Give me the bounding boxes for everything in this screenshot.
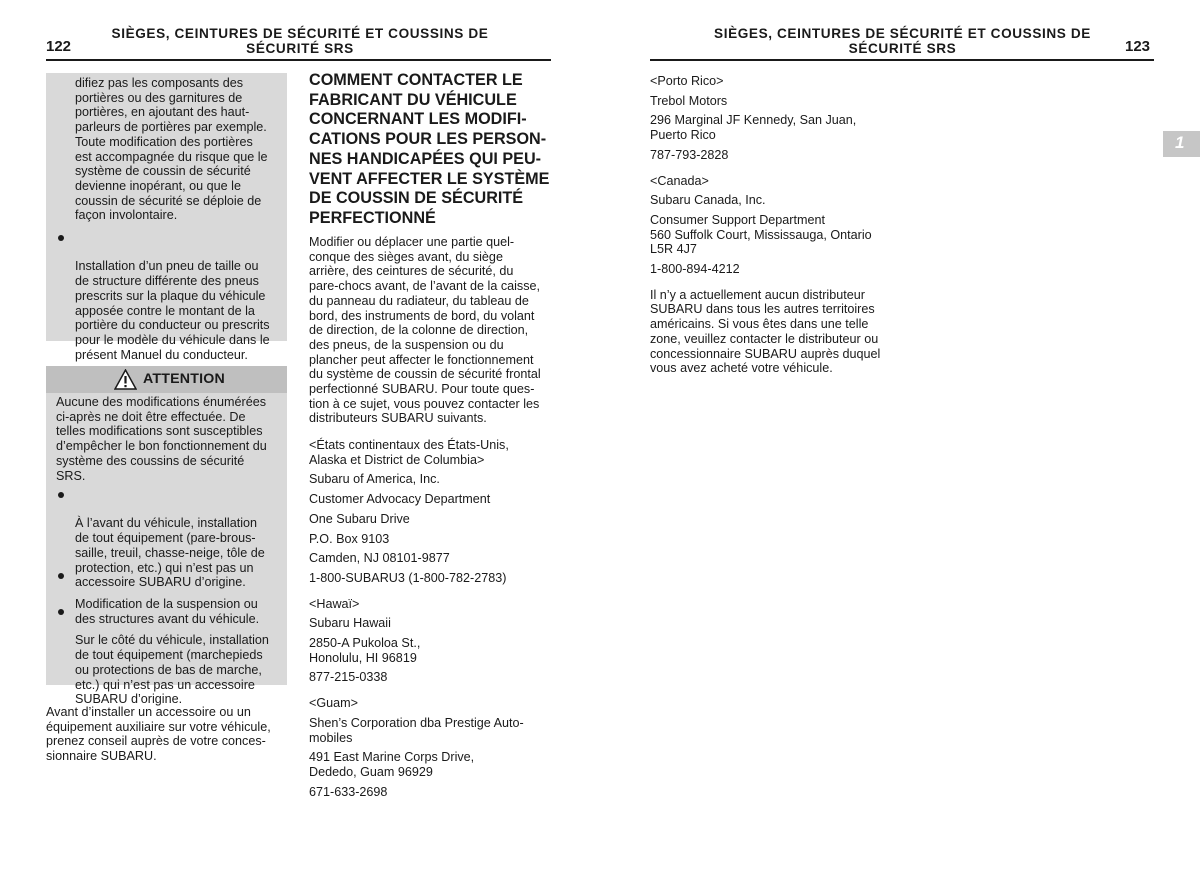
bullet-dot bbox=[58, 235, 64, 241]
contact-region-canada: <Canada> bbox=[650, 173, 709, 188]
bullet-dot bbox=[58, 609, 64, 615]
bullet-text: Modification de la suspension ou des structures avant du véhicule. bbox=[75, 597, 260, 627]
contact-region-puerto-rico: <Porto Rico> bbox=[650, 74, 724, 88]
contact-name: Shen’s Corporation dba Prestige Auto- mobiles bbox=[309, 715, 524, 745]
bullet-text: À l’avant du véhicule, installation de tout équipement (pare-brous- saille, treuil, chasse-neige, tôle de protection, etc.) qui n’est pas un accessoire SUBARU d’origine. bbox=[75, 516, 265, 590]
contact-pobox: P.O. Box 9103 bbox=[309, 531, 390, 546]
attention-label: ATTENTION bbox=[143, 371, 225, 387]
contact-address: 296 Marginal JF Kennedy, San Juan, Puerto Rico bbox=[650, 113, 857, 143]
contact-region-hawaii: <Hawaï> bbox=[309, 596, 360, 611]
attention-box bbox=[46, 366, 287, 707]
bullet-text: Installation d’un pneu de taille ou de structure différente des pneus prescrits sur la plaque du véhicule apposée contre le montant de la portière du conducteur ou prescrits pour le modèle du véhicule dans le présent Manuel du conducteur. bbox=[75, 259, 270, 362]
chapter-number: 1 bbox=[1175, 133, 1185, 152]
contact-region-us: <États continentaux des États-Unis, Alaska et District de Columbia> bbox=[309, 438, 509, 467]
section-heading: COMMENT CONTACTER LE FABRICANT DU VÉHICULE CONCERNANT LES MODIFI- CATIONS POUR LES PERSON- NES HANDICAPÉES QUI PEU- VENT AFFECTER LE SYSTÈME DE COUSSIN DE SÉCURITÉ PERFECTIONNÉ bbox=[309, 71, 550, 227]
header-rule-right bbox=[650, 59, 1154, 61]
header-title-line2: SÉCURITÉ SRS bbox=[246, 41, 354, 56]
section-body: Modifier ou déplacer une partie quel- conque des sièges avant, du siège arrière, des ceintures de sécurité, du pare-chocs avant, de l’avant de la caisse, du panneau du radiateur, du tableau de bord, des instruments de bord, du volant de direction, de la colonne de direction, des pneus, de la suspension ou du plancher peut affecter le fonctionnement du système de coussin de sécurité frontal perfectionné SUBARU. Pour toute ques- tion à ce sujet, vous pouvez contacter les distributeurs SUBARU suivants. bbox=[309, 235, 541, 426]
contact-street: One Subaru Drive bbox=[309, 511, 410, 526]
page-header-title-left bbox=[92, 26, 508, 56]
contact-address: Consumer Support Department 560 Suffolk Court, Mississauga, Ontario L5R 4J7 bbox=[650, 212, 872, 257]
contact-name: Subaru of America, Inc. bbox=[309, 472, 440, 487]
contact-list-left bbox=[309, 438, 559, 799]
contact-phone: 877-215-0338 bbox=[309, 670, 388, 685]
page-number-right: 123 bbox=[1125, 38, 1151, 55]
bullet-text: Sur le côté du véhicule, installation de tout équipement (marchepieds ou protections de bas de marche, etc.) qui n’est pas un accessoire SUBARU d’origine. bbox=[75, 633, 269, 707]
contact-phone: 671-633-2698 bbox=[309, 784, 388, 799]
attention-header bbox=[46, 366, 287, 393]
contact-name: Trebol Motors bbox=[650, 93, 728, 108]
contact-phone: 1-800-SUBARU3 (1-800-782-2783) bbox=[309, 570, 507, 585]
bullet-dot bbox=[58, 492, 64, 498]
chapter-tab bbox=[1163, 131, 1200, 157]
continued-warning-box bbox=[46, 73, 287, 362]
header-title-line1: SIÈGES, CEINTURES DE SÉCURITÉ ET COUSSINS DE bbox=[111, 26, 489, 41]
contact-name: Subaru Canada, Inc. bbox=[650, 193, 766, 208]
no-distributor-paragraph: Il n’y a actuellement aucun distributeur SUBARU dans tous les autres territoires américains. Si vous êtes dans une telle zone, veuillez contacter le distributeur ou concessionnaire SUBARU auprès duquel vous avez acheté votre véhicule. bbox=[650, 287, 881, 376]
attention-bullet-3 bbox=[46, 604, 269, 707]
contact-name: Subaru Hawaii bbox=[309, 616, 391, 631]
attention-intro: Aucune des modifications énumérées ci-après ne doit être effectuée. De telles modifications sont susceptibles d’empêcher le bon fonctionnement du système des coussins de sécurité SRS. bbox=[56, 395, 267, 483]
continued-text: difiez pas les composants des portières ou des garnitures de portières, en ajoutant des haut- parleurs de portières par exemple. Toute modification des portières est accompagnée du risque que le système de coussin de sécurité devienne inopérant, ou que le coussin de sécurité se déploie de façon involontaire. bbox=[75, 76, 268, 223]
contact-region-guam: <Guam> bbox=[309, 696, 359, 711]
header-title-line2: SÉCURITÉ SRS bbox=[848, 41, 957, 56]
contact-department: Customer Advocacy Department bbox=[309, 492, 491, 507]
header-title-line1: SIÈGES, CEINTURES DE SÉCURITÉ ET COUSSINS DE bbox=[714, 26, 1091, 41]
contact-phone: 1-800-894-4212 bbox=[650, 262, 740, 277]
page-header-title-right bbox=[690, 26, 1115, 56]
header-rule-left bbox=[46, 59, 551, 61]
contact-city: Camden, NJ 08101-9877 bbox=[309, 551, 450, 566]
contact-address: 2850-A Pukoloa St., Honolulu, HI 96819 bbox=[309, 636, 421, 665]
warning-triangle-icon bbox=[114, 369, 137, 390]
bullet-dot bbox=[58, 573, 64, 579]
contact-phone: 787-793-2828 bbox=[650, 147, 729, 162]
accessory-advice-paragraph: Avant d’installer un accessoire ou un équipement auxiliaire sur votre véhicule, prenez conseil auprès de votre conces- sionnaire SUBARU. bbox=[46, 705, 271, 764]
contact-list-right bbox=[650, 74, 910, 376]
page-number-left: 122 bbox=[46, 38, 72, 55]
bullet-item bbox=[46, 230, 270, 362]
contact-address: 491 East Marine Corps Drive, Dededo, Guam 96929 bbox=[309, 750, 475, 779]
